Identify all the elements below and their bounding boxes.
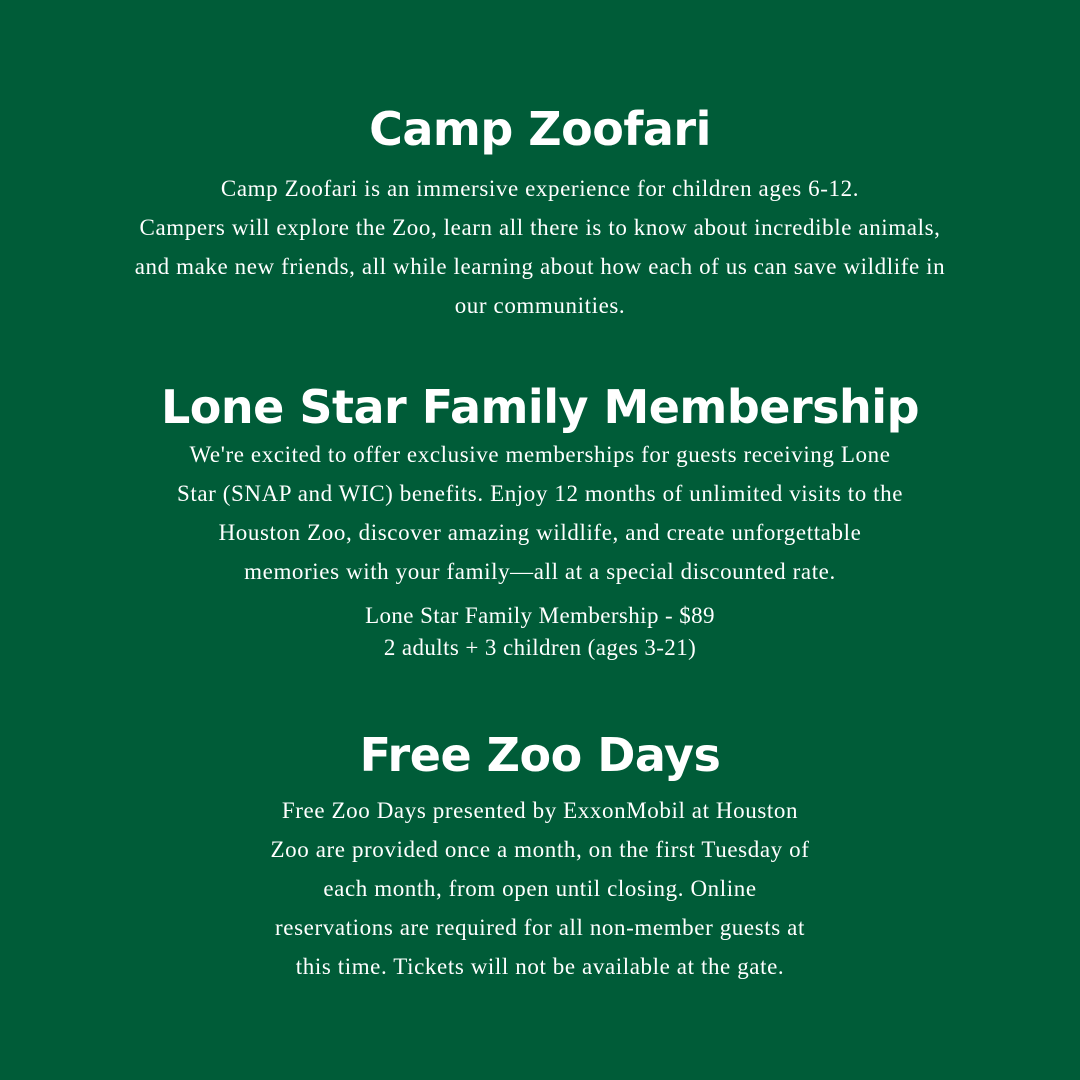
lone-star-membership-description: [0, 435, 1080, 591]
free-zoo-days-section: [0, 730, 1080, 986]
camp-zoofari-line-4: our communities.: [454, 292, 626, 318]
lone-star-line-3: Houston Zoo, discover amazing wildlife, and create unforgettable: [218, 519, 862, 545]
free-zoo-days-description: [0, 791, 1080, 986]
free-zoo-days-line-3: each month, from open until closing. Online: [323, 875, 757, 901]
lone-star-pricing: [0, 600, 1080, 664]
free-zoo-days-line-4: reservations are required for all non-member guests at: [275, 914, 805, 940]
lone-star-membership-title: Lone Star Family Membership: [160, 380, 919, 434]
camp-zoofari-section: [0, 104, 1080, 325]
free-zoo-days-line-1: Free Zoo Days presented by ExxonMobil at Houston: [281, 797, 799, 823]
free-zoo-days-title: Free Zoo Days: [359, 728, 721, 782]
lone-star-line-1: We're excited to offer exclusive memberships for guests receiving Lone: [189, 441, 891, 467]
camp-zoofari-line-2: Campers will explore the Zoo, learn all there is to know about incredible animals,: [139, 214, 941, 240]
lone-star-membership-section: [0, 382, 1080, 664]
camp-zoofari-line-3: and make new friends, all while learning about how each of us can save wildlife in: [134, 253, 946, 279]
camp-zoofari-description: [0, 169, 1080, 325]
camp-zoofari-title: Camp Zoofari: [369, 102, 711, 156]
camp-zoofari-line-1: Camp Zoofari is an immersive experience for children ages 6-12.: [220, 175, 860, 201]
lone-star-price-detail: 2 adults + 3 children (ages 3-21): [383, 634, 697, 660]
free-zoo-days-line-5: this time. Tickets will not be available at the gate.: [295, 953, 785, 979]
free-zoo-days-line-2: Zoo are provided once a month, on the first Tuesday of: [270, 836, 810, 862]
lone-star-price: Lone Star Family Membership - $89: [365, 602, 715, 628]
lone-star-line-2: Star (SNAP and WIC) benefits. Enjoy 12 months of unlimited visits to the: [176, 480, 904, 506]
lone-star-line-4: memories with your family—all at a special discounted rate.: [244, 558, 836, 584]
